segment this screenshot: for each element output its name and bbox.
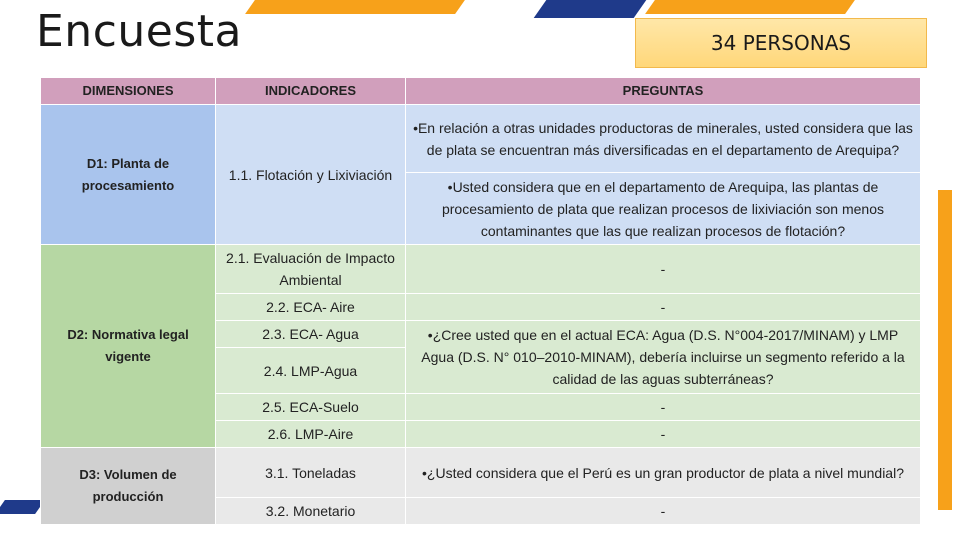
question-cell: •En relación a otras unidades productoras de minerales, usted considera que las de plata se encuentran más diversificadas en el departamento de Arequipa? (406, 105, 921, 173)
table-row (41, 448, 921, 498)
question-cell: •¿Usted considera que el Perú es un gran productor de plata a nivel mundial? (406, 448, 921, 498)
dimension-cell-d1: D1: Planta de procesamiento (41, 105, 216, 245)
question-cell: •¿Cree usted que en el actual ECA: Agua (D.S. N°004-2017/MINAM) y LMP Agua (D.S. N° 010–2010-MINAM), debería incluirse un segmento referido a la calidad de las aguas subterráneas? (406, 321, 921, 394)
indicator-cell: 2.2. ECA- Aire (216, 294, 406, 321)
page-title: Encuesta (36, 6, 242, 57)
decorative-stripe-orange (245, 0, 465, 14)
question-cell: - (406, 245, 921, 294)
survey-table (40, 77, 921, 525)
table-row (41, 105, 921, 173)
question-cell: - (406, 294, 921, 321)
dimension-cell-d3: D3: Volumen de producción (41, 448, 216, 525)
question-cell: •Usted considera que en el departamento de Arequipa, las plantas de procesamiento de plata que realizan procesos de lixiviación son menos contaminantes que las que realizan procesos de flotación? (406, 173, 921, 245)
indicator-cell: 2.4. LMP-Agua (216, 348, 406, 394)
decorative-bar-orange (938, 190, 952, 510)
indicator-cell: 2.6. LMP-Aire (216, 421, 406, 448)
decorative-stripe-blue (0, 500, 45, 514)
question-cell: - (406, 498, 921, 525)
indicator-cell: 3.1. Toneladas (216, 448, 406, 498)
participants-badge: 34 PERSONAS (635, 18, 927, 68)
question-cell: - (406, 421, 921, 448)
indicator-cell: 2.5. ECA-Suelo (216, 394, 406, 421)
indicator-cell: 2.1. Evaluación de Impacto Ambiental (216, 245, 406, 294)
indicator-cell: 2.3. ECA- Agua (216, 321, 406, 348)
column-header-indicators: INDICADORES (216, 78, 406, 105)
dimension-cell-d2: D2: Normativa legal vigente (41, 245, 216, 448)
column-header-questions: PREGUNTAS (406, 78, 921, 105)
table-header-row (41, 78, 921, 105)
indicator-cell: 1.1. Flotación y Lixiviación (216, 105, 406, 245)
question-cell: - (406, 394, 921, 421)
column-header-dimensions: DIMENSIONES (41, 78, 216, 105)
indicator-cell: 3.2. Monetario (216, 498, 406, 525)
decorative-stripe-orange (645, 0, 855, 14)
decorative-stripe-blue (534, 0, 647, 18)
table-row (41, 245, 921, 294)
